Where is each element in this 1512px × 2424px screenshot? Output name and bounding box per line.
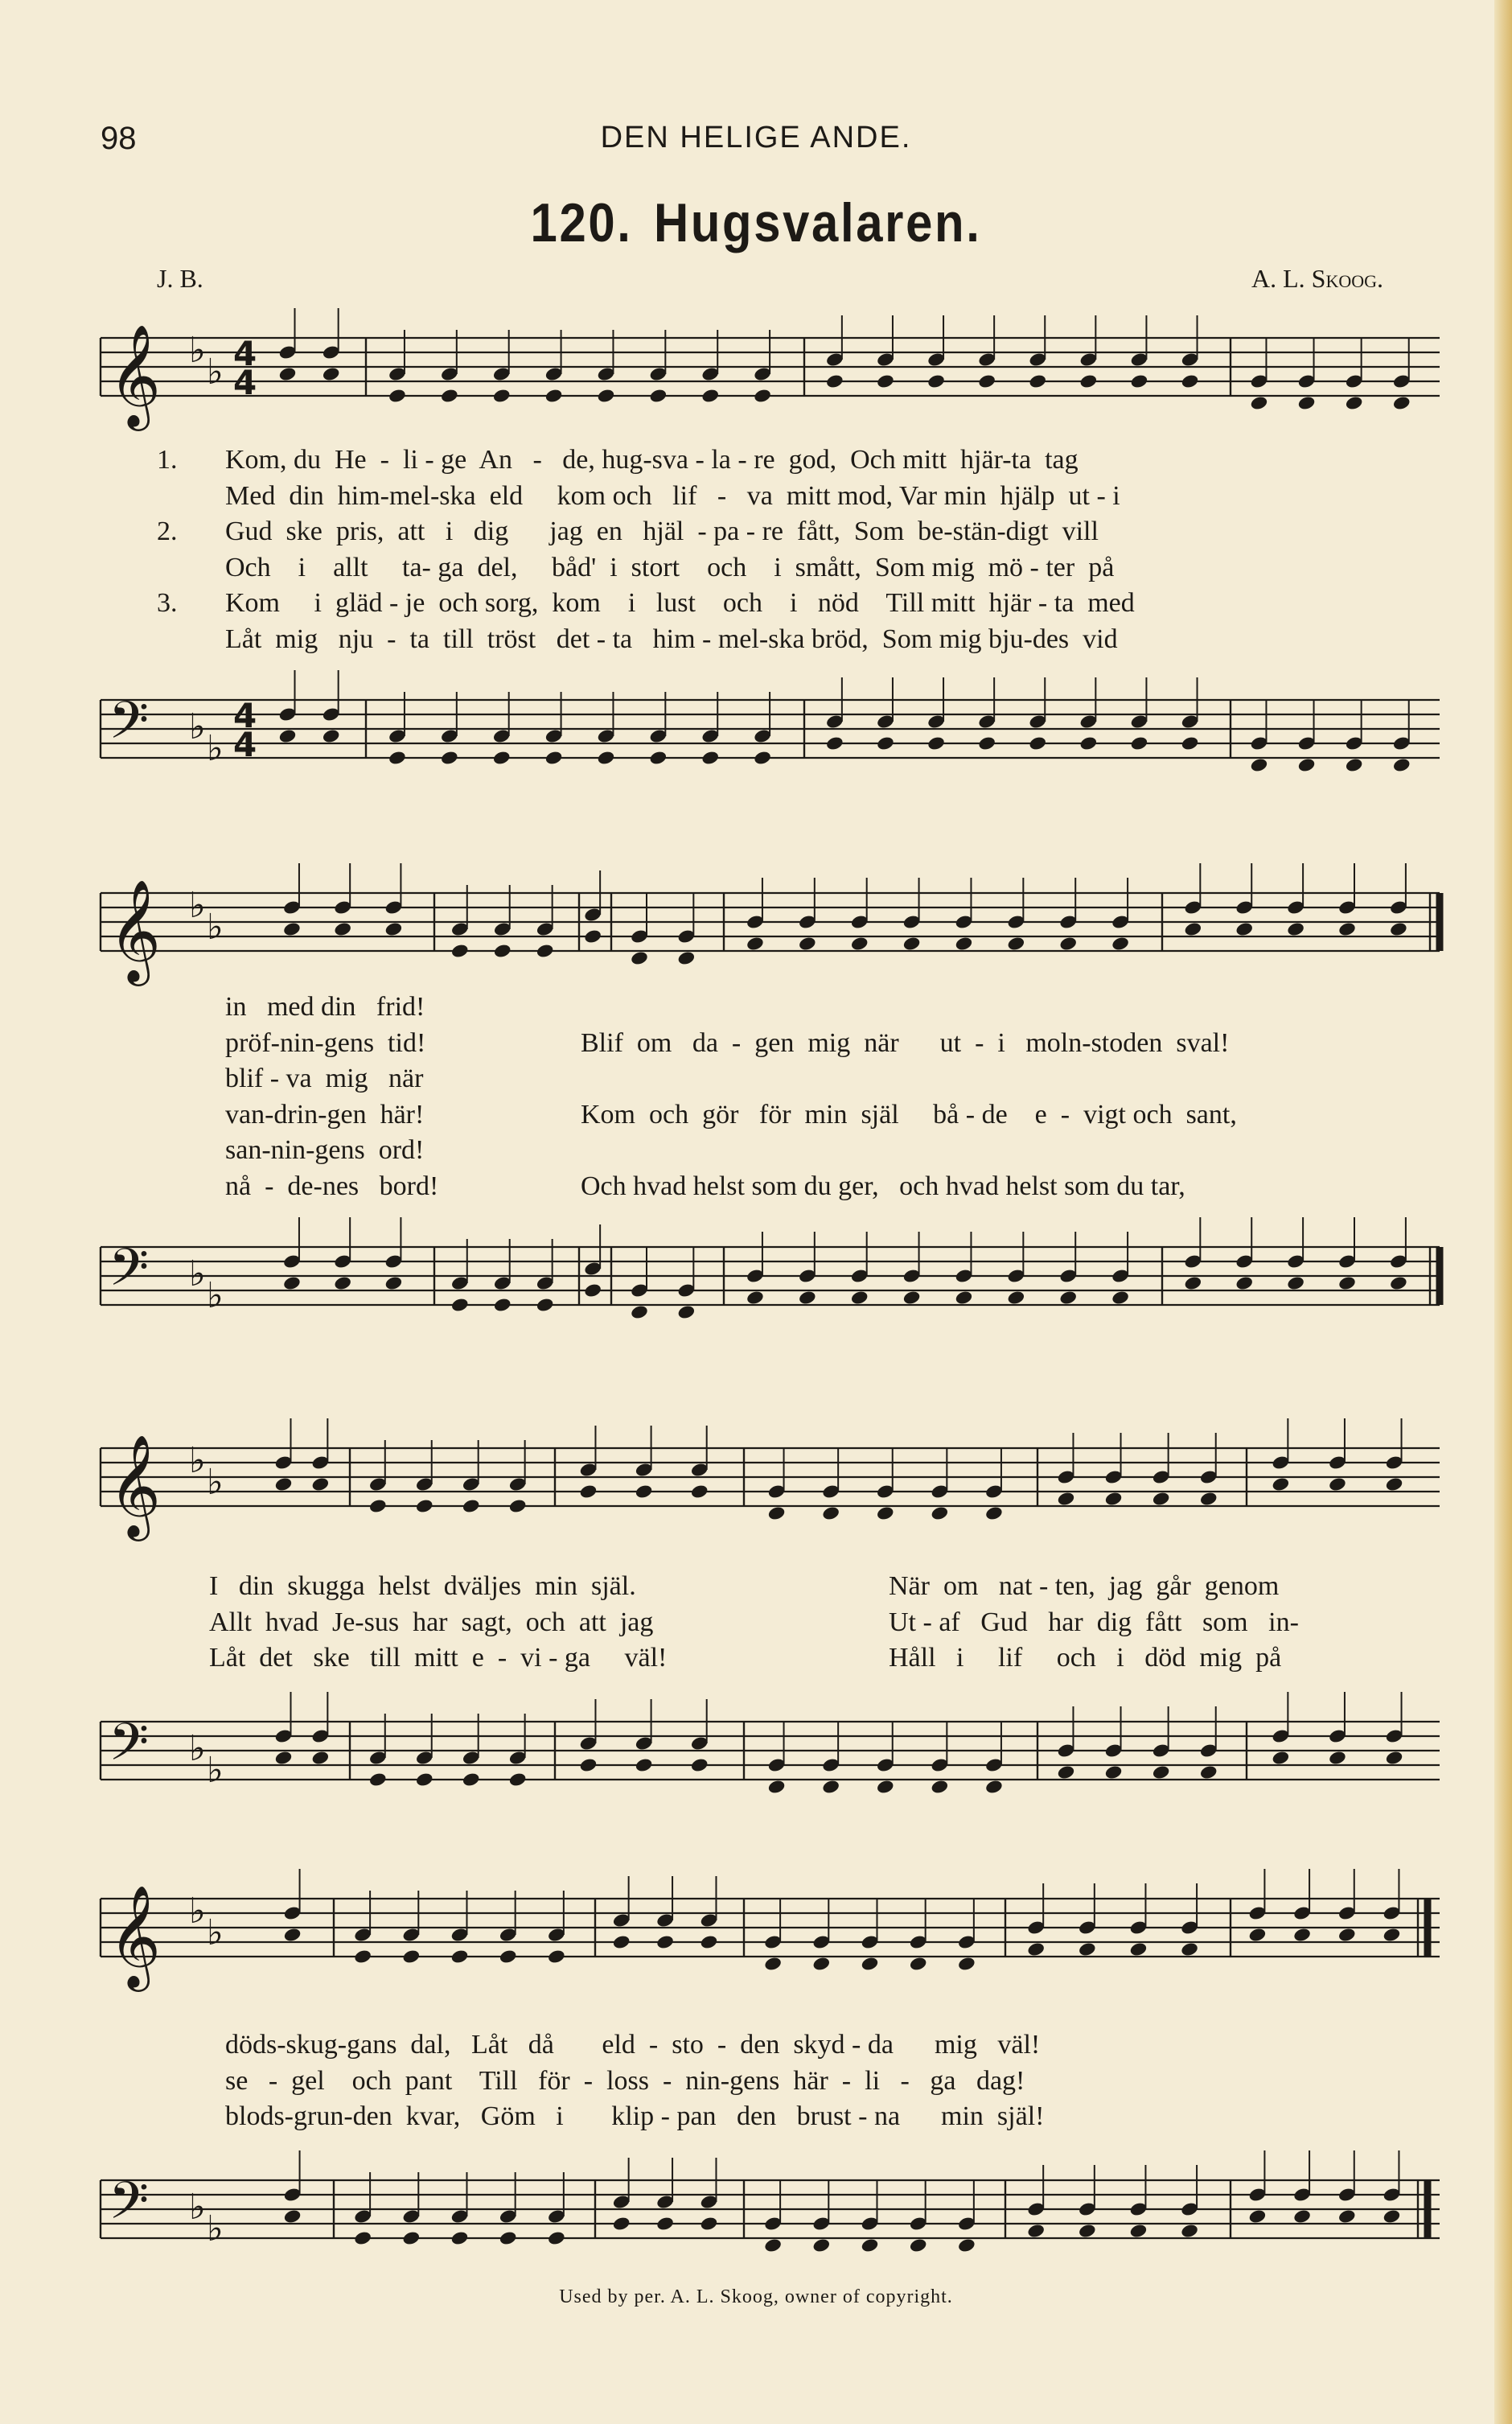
note-head (655, 2216, 675, 2232)
note-head (278, 728, 298, 744)
note-head (1130, 373, 1149, 389)
lyric-line: Håll i lif och i död mig på (889, 1643, 1282, 1673)
note-head (579, 1757, 598, 1773)
lyric-line: I din skugga helst dväljes min själ. (209, 1571, 636, 1601)
note-head (1078, 2223, 1097, 2239)
note-head (1235, 1275, 1254, 1291)
flat-icon: ♭ (207, 728, 224, 769)
note-head (1058, 936, 1078, 952)
lyric-text: Och i allt ta- ga del, båd' i stort och i smått, Som mig mö - ter på (225, 552, 1115, 582)
flat-icon: ♭ (189, 1253, 206, 1294)
note-head (763, 1956, 783, 1972)
time-signature: 4 (233, 334, 257, 373)
treble-staff-1 (0, 306, 1512, 434)
note-head (547, 1949, 566, 1965)
note-head (274, 1750, 294, 1766)
note-head (450, 943, 470, 959)
note-head (536, 943, 555, 959)
note-head (1181, 735, 1200, 751)
note-head (583, 928, 602, 944)
page-header (0, 121, 1512, 169)
lyric-line: Ut - af Gud har dig fått som in- (889, 1607, 1299, 1637)
note-head (902, 1290, 922, 1306)
note-head (1250, 395, 1269, 411)
note-head (1248, 1927, 1268, 1943)
note-head (415, 1772, 434, 1788)
note-head (1389, 921, 1408, 937)
note-head (909, 2237, 928, 2253)
note-head (931, 1779, 950, 1795)
note-head (402, 2230, 421, 2246)
note-head (536, 1297, 555, 1313)
note-head (440, 388, 459, 404)
treble-staff-4 (0, 1866, 1512, 1995)
lyric-line (157, 442, 1460, 479)
note-head (1337, 921, 1357, 937)
note-head (655, 1934, 675, 1950)
note-head (450, 2230, 470, 2246)
staff-lines (101, 1722, 1440, 1780)
note-head (1383, 2208, 1402, 2224)
time-signature: 4 (233, 725, 257, 764)
flat-icon: ♭ (189, 706, 206, 747)
lyric-line: pröf-nin-gens tid! (225, 1027, 426, 1058)
note-head (1104, 1764, 1124, 1780)
note-head (1057, 1764, 1076, 1780)
note-head (825, 735, 844, 751)
note-head (282, 921, 302, 937)
note-head (1297, 395, 1317, 411)
note-head (1235, 921, 1254, 937)
flat-icon: ♭ (189, 1728, 206, 1769)
note-head (1152, 1764, 1171, 1780)
note-head (876, 1779, 895, 1795)
note-head (1345, 395, 1364, 411)
note-head (635, 1484, 654, 1500)
note-head (402, 1949, 421, 1965)
note-head (353, 2230, 372, 2246)
note-head (1392, 757, 1411, 773)
lyric-line: Och hvad helst som du ger, och hvad helst som du tar, (581, 1171, 1185, 1201)
bass-clef-icon: 𝄢 (109, 1238, 150, 1311)
note-head (1180, 1941, 1199, 1957)
note-head (1026, 1941, 1046, 1957)
verse-number: 1. (157, 445, 178, 475)
lyric-text: Med din him-mel-ska eld kom och lif - va mitt mod, Var min hjälp ut - i (225, 480, 1120, 511)
lyric-line: döds-skug-gans dal, Låt då eld - sto - den skyd - da mig väl! (225, 2030, 1041, 2060)
note-head (825, 373, 844, 389)
note-head (1007, 936, 1026, 952)
note-head (1383, 1927, 1402, 1943)
note-head (850, 1290, 869, 1306)
note-head (492, 388, 512, 404)
note-head (1272, 1476, 1291, 1492)
note-head (931, 1505, 950, 1521)
note-head (753, 388, 772, 404)
note-head (450, 1949, 470, 1965)
note-head (493, 943, 512, 959)
note-head (1389, 1275, 1408, 1291)
note-head (955, 1290, 974, 1306)
lyric-line (157, 550, 1460, 586)
note-head (1111, 1290, 1130, 1306)
note-head (311, 1750, 331, 1766)
bass-clef-icon: 𝄢 (109, 2171, 150, 2244)
note-head (1184, 1275, 1203, 1291)
lyric-line: Blif om da - gen mig när ut - i moln-stoden sval! (581, 1027, 1230, 1058)
note-head (1057, 1491, 1076, 1507)
lyric-line (581, 1133, 1465, 1169)
lyric-line (157, 586, 1460, 622)
note-head (282, 1275, 302, 1291)
note-head (630, 1304, 649, 1320)
note-head (1129, 1941, 1148, 1957)
note-head (597, 388, 616, 404)
flat-icon: ♭ (189, 1440, 206, 1481)
flat-icon: ♭ (189, 330, 206, 371)
flat-icon: ♭ (207, 907, 224, 948)
bass-staff-4 (0, 2148, 1512, 2277)
note-head (1104, 1491, 1124, 1507)
time-signature: 4 (233, 696, 257, 735)
note-head (384, 921, 404, 937)
note-head (821, 1505, 840, 1521)
note-head (1184, 921, 1203, 937)
note-head (690, 1757, 709, 1773)
note-head (1181, 373, 1200, 389)
note-head (821, 1779, 840, 1795)
note-head (746, 936, 765, 952)
note-head (1337, 2208, 1357, 2224)
treble-clef-icon: 𝄞 (109, 323, 162, 426)
note-head (700, 2216, 719, 2232)
note-head (1337, 1927, 1357, 1943)
note-head (861, 1956, 880, 1972)
note-head (902, 936, 922, 952)
note-head (701, 750, 720, 766)
music-system-1 (0, 306, 1512, 821)
time-signature: 4 (233, 363, 257, 402)
note-head (909, 1956, 928, 1972)
note-head (977, 373, 996, 389)
note-head (1272, 1750, 1291, 1766)
note-head (450, 1297, 470, 1313)
note-head (876, 1505, 895, 1521)
lyrics-system-3-left (209, 1569, 869, 1677)
lyric-line: När om nat - ten, jag går genom (889, 1571, 1280, 1601)
note-head (850, 936, 869, 952)
bass-clef-icon: 𝄢 (109, 691, 150, 763)
note-head (700, 1934, 719, 1950)
lyric-line: Allt hvad Je-sus har sagt, och att jag (209, 1607, 654, 1637)
note-head (1078, 1941, 1097, 1957)
note-head (1079, 373, 1099, 389)
lyric-line (157, 622, 1460, 658)
note-head (597, 750, 616, 766)
flat-icon: ♭ (207, 2208, 224, 2249)
treble-staff-3 (0, 1416, 1512, 1545)
note-head (1297, 757, 1317, 773)
note-head (649, 388, 668, 404)
verse-number: 2. (157, 516, 178, 546)
note-head (1058, 1290, 1078, 1306)
note-head (798, 1290, 817, 1306)
music-system-3 (0, 1416, 1512, 1834)
note-head (977, 735, 996, 751)
note-head (415, 1498, 434, 1514)
lyric-line: nå - de-nes bord! (225, 1171, 439, 1201)
lyric-line (157, 479, 1460, 515)
lyrics-system-1 (157, 442, 1460, 657)
note-head (1286, 921, 1305, 937)
bass-clef-icon: 𝄢 (109, 1713, 150, 1785)
note-head (440, 750, 459, 766)
note-head (1337, 1275, 1357, 1291)
note-head (1199, 1764, 1218, 1780)
note-head (763, 2237, 783, 2253)
verse-number: 3. (157, 588, 178, 618)
note-head (1199, 1491, 1218, 1507)
section-title: DEN HELIGE ANDE. (600, 121, 912, 154)
note-head (812, 2237, 832, 2253)
note-head (388, 388, 407, 404)
note-head (1328, 1476, 1347, 1492)
note-head (333, 1275, 352, 1291)
note-head (1079, 735, 1099, 751)
note-head (635, 1757, 654, 1773)
treble-clef-icon: 𝄞 (109, 1434, 162, 1537)
lyrics-system-2-left (225, 990, 563, 1204)
note-head (767, 1505, 787, 1521)
treble-clef-icon: 𝄞 (109, 879, 162, 982)
note-head (1130, 735, 1149, 751)
note-head (1292, 1927, 1312, 1943)
hymn-number: 120. (530, 192, 633, 253)
lyric-text: Kom i gläd - je och sorg, kom i lust och i nöd Till mitt hjär - ta med (225, 588, 1135, 618)
note-head (1250, 757, 1269, 773)
note-head (508, 1498, 528, 1514)
lyric-line: van-drin-gen här! (225, 1099, 425, 1130)
note-head (876, 735, 895, 751)
note-head (1392, 395, 1411, 411)
flat-icon: ♭ (189, 2187, 206, 2228)
note-head (283, 1927, 302, 1943)
note-head (353, 1949, 372, 1965)
note-head (492, 750, 512, 766)
lyric-line: in med din frid! (225, 992, 425, 1022)
note-head (499, 1949, 518, 1965)
note-head (333, 921, 352, 937)
lyric-line: Låt det ske till mitt e - vi - ga väl! (209, 1643, 668, 1673)
note-head (701, 388, 720, 404)
lyric-text: Låt mig nju - ta till tröst det - ta him - mel-ska bröd, Som mig bju-des vid (225, 623, 1118, 654)
flat-icon: ♭ (189, 1891, 206, 1932)
note-head (583, 1282, 602, 1298)
note-head (1292, 2208, 1312, 2224)
note-head (1328, 1750, 1347, 1766)
note-head (927, 373, 946, 389)
note-head (798, 936, 817, 952)
hymn-title (91, 191, 1421, 254)
music-system-4 (0, 1866, 1512, 2285)
note-head (544, 750, 564, 766)
flat-icon: ♭ (207, 352, 224, 393)
staff-lines (101, 1448, 1440, 1506)
note-head (746, 1290, 765, 1306)
note-head (322, 366, 341, 382)
note-head (957, 2237, 976, 2253)
music-system-2 (0, 861, 1512, 1376)
credits (0, 264, 1512, 296)
composer: A. L. Skoog. (1251, 264, 1383, 293)
flat-icon: ♭ (207, 1912, 224, 1953)
note-head (1028, 735, 1047, 751)
note-head (1152, 1491, 1171, 1507)
note-head (283, 2208, 302, 2224)
note-head (493, 1297, 512, 1313)
note-head (388, 750, 407, 766)
lyric-line: san-nin-gens ord! (225, 1135, 425, 1165)
note-head (957, 1956, 976, 1972)
note-head (1026, 2223, 1046, 2239)
note-head (984, 1779, 1004, 1795)
lyric-line: Kom och gör för min själ bå - de e - vigt och sant, (581, 1099, 1237, 1130)
lyricist: J. B. (157, 264, 203, 293)
note-head (876, 373, 895, 389)
note-head (753, 750, 772, 766)
staff-lines (101, 1247, 1440, 1305)
note-head (1385, 1750, 1404, 1766)
note-head (462, 1772, 481, 1788)
note-head (1180, 2223, 1199, 2239)
hymn-name: Hugsvalaren. (653, 192, 982, 253)
note-head (861, 2237, 880, 2253)
treble-clef-icon: 𝄞 (109, 1884, 162, 1987)
note-head (1345, 757, 1364, 773)
note-head (1286, 1275, 1305, 1291)
note-head (274, 1476, 294, 1492)
lyrics-system-4 (225, 2027, 1480, 2135)
flat-icon: ♭ (207, 1462, 224, 1503)
note-head (1129, 2223, 1148, 2239)
bass-staff-2 (0, 1215, 1512, 1344)
staff-lines (101, 893, 1440, 951)
note-head (368, 1772, 388, 1788)
note-head (927, 735, 946, 751)
note-head (278, 366, 298, 382)
lyrics-system-2-right (581, 990, 1465, 1204)
lyric-line (157, 514, 1460, 550)
lyric-line: blods-grun-den kvar, Göm i klip - pan den brust - na min själ! (225, 2101, 1045, 2131)
note-head (955, 936, 974, 952)
note-head (767, 1779, 787, 1795)
note-head (984, 1505, 1004, 1521)
note-head (544, 388, 564, 404)
note-head (677, 1304, 696, 1320)
note-head (499, 2230, 518, 2246)
note-head (462, 1498, 481, 1514)
note-head (322, 728, 341, 744)
note-head (1111, 936, 1130, 952)
lyric-line: se - gel och pant Till för - loss - nin-gens här - li - ga dag! (225, 2065, 1025, 2096)
note-head (579, 1484, 598, 1500)
note-head (1007, 1290, 1026, 1306)
lyric-line: blif - va mig när (225, 1064, 424, 1093)
lyric-line (581, 1061, 1465, 1097)
note-head (547, 2230, 566, 2246)
note-head (612, 1934, 631, 1950)
note-head (1028, 373, 1047, 389)
bass-staff-1 (0, 668, 1512, 796)
note-head (812, 1956, 832, 1972)
note-head (630, 950, 649, 966)
copyright-note: Used by per. A. L. Skoog, owner of copyright. (559, 2286, 953, 2307)
note-head (612, 2216, 631, 2232)
lyric-text: Gud ske pris, att i dig jag en hjäl - pa - re fått, Som be-stän-digt vill (225, 516, 1099, 546)
note-head (368, 1498, 388, 1514)
note-head (508, 1772, 528, 1788)
note-head (1385, 1476, 1404, 1492)
flat-icon: ♭ (207, 1750, 224, 1791)
treble-staff-2 (0, 861, 1512, 990)
bass-staff-3 (0, 1689, 1512, 1818)
lyric-text: Kom, du He - li - ge An - de, hug-sva - la - re god, Och mitt hjär-ta tag (225, 445, 1079, 475)
note-head (311, 1476, 331, 1492)
flat-icon: ♭ (189, 885, 206, 926)
note-head (1248, 2208, 1268, 2224)
note-head (649, 750, 668, 766)
flat-icon: ♭ (207, 1275, 224, 1316)
lyric-line (581, 990, 1465, 1026)
note-head (384, 1275, 404, 1291)
page-number: 98 (101, 121, 137, 156)
note-head (690, 1484, 709, 1500)
note-head (677, 950, 696, 966)
lyrics-system-3-right (889, 1569, 1468, 1677)
